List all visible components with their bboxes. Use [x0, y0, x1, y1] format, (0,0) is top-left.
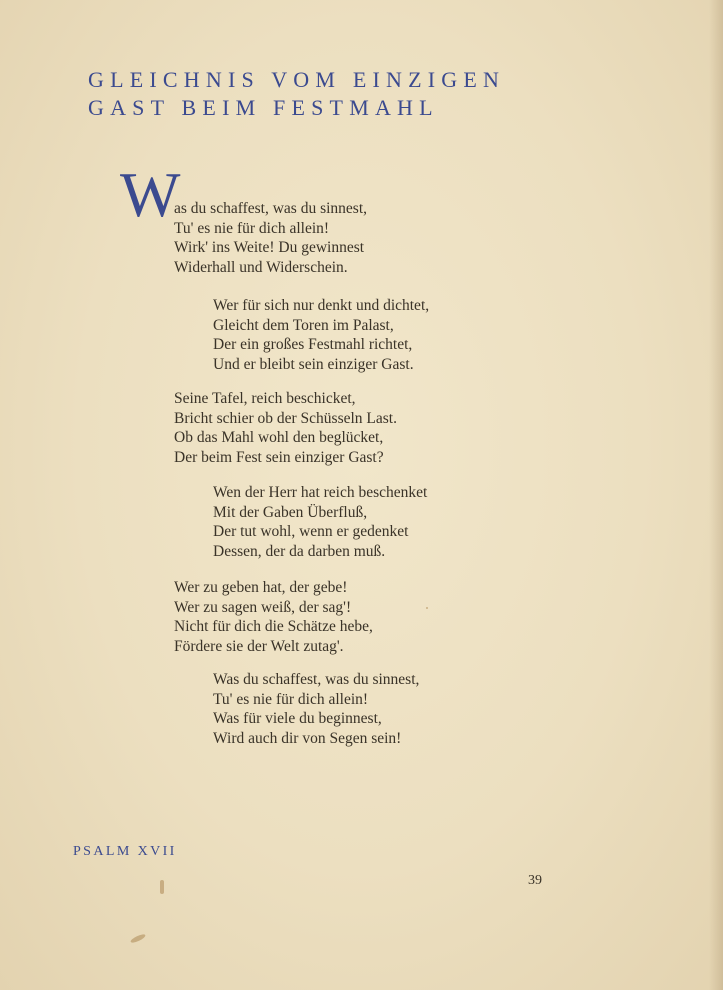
stanza-4	[213, 483, 427, 561]
verse-line: Bricht schier ob der Schüsseln Last.	[174, 409, 397, 427]
verse-line: Fördere sie der Welt zutag'.	[174, 637, 344, 655]
page-number: 39	[528, 873, 542, 888]
verse-line: Mit der Gaben Überfluß,	[213, 503, 368, 521]
stanza-1	[174, 199, 367, 277]
verse-line: Dessen, der da darben muß.	[213, 542, 386, 560]
stanza-6	[213, 670, 419, 748]
page-edge-shadow	[709, 0, 723, 990]
verse-line: Wer zu sagen weiß, der sag'!	[174, 598, 352, 616]
verse-line: Wen der Herr hat reich beschenket	[213, 484, 428, 501]
verse-line: Was für viele du beginnest,	[213, 710, 382, 727]
paper-speck	[426, 607, 428, 609]
paper-speck	[160, 880, 164, 894]
verse-line: Tu' es nie für dich allein!	[174, 219, 330, 237]
stanza-5	[174, 578, 373, 656]
poem-title-line-1: GLEICHNIS VOM EINZIGEN	[88, 67, 506, 92]
poem-title	[88, 66, 505, 122]
verse-line: Tu' es nie für dich allein!	[213, 690, 369, 708]
stanza-3	[174, 389, 397, 467]
stanza-2	[213, 296, 429, 374]
verse-line: Wird auch dir von Segen sein!	[213, 729, 402, 747]
paper-speck	[130, 933, 147, 944]
verse-line: Der beim Fest sein einziger Gast?	[174, 448, 384, 466]
section-label: PSALM XVII	[73, 844, 177, 859]
verse-line: Der ein großes Festmahl richtet,	[213, 336, 413, 353]
verse-line: Widerhall und Widerschein.	[174, 258, 348, 276]
poem-title-line-2: GAST BEIM FESTMAHL	[88, 95, 439, 120]
verse-line: Was du schaffest, was du sinnest,	[213, 671, 420, 688]
verse-line: as du schaffest, was du sinnest,	[174, 200, 368, 217]
verse-line: Ob das Mahl wohl den beglücket,	[174, 429, 384, 446]
drop-cap: W	[120, 159, 181, 230]
verse-line: Und er bleibt sein einziger Gast.	[213, 355, 414, 373]
verse-line: Seine Tafel, reich beschicket,	[174, 390, 356, 407]
verse-line: Der tut wohl, wenn er gedenket	[213, 523, 409, 540]
verse-line: Wer für sich nur denkt und dichtet,	[213, 297, 430, 314]
verse-line: Nicht für dich die Schätze hebe,	[174, 618, 373, 635]
verse-line: Gleicht dem Toren im Palast,	[213, 316, 394, 334]
verse-line: Wer zu geben hat, der gebe!	[174, 579, 348, 596]
verse-line: Wirk' ins Weite! Du gewinnest	[174, 239, 365, 256]
